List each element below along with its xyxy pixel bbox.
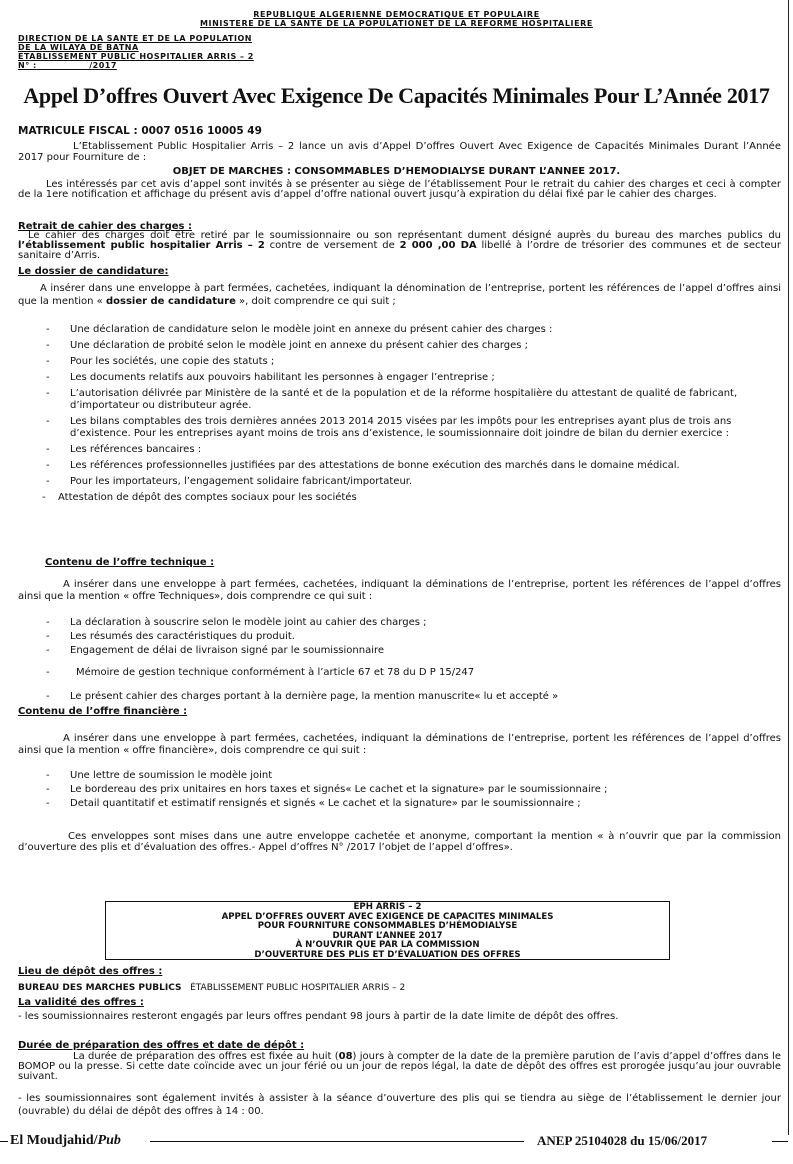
object-line: OBJET DE MARCHES : CONSOMMABLES D’HÉMODIALYSE DURANT L’ANNEE 2017. xyxy=(172,166,621,177)
list-item: - Mémoire de gestion technique conformément à l’article 67 et 78 du D P 15/247 xyxy=(46,667,475,678)
box-line: EPH ARRIS – 2 xyxy=(353,902,422,912)
box-line: APPEL D’OFFRES OUVERT AVEC EXIGENCE DE CAPACITES MINIMALES xyxy=(221,911,554,922)
validite-heading: La validité des offres : xyxy=(18,997,144,1008)
candidature-intro-text: A insérer dans une enveloppe à part fermées, cachetées, indiquant la dénomination de l’entreprise, portent les références de l’appel d’offres ainsi que la mention « xyxy=(18,283,781,307)
box-line: À N’OUVRIR QUE PAR LA COMMISSION xyxy=(295,940,480,951)
depot-bureau: BUREAU DES MARCHES PUBLICS xyxy=(18,983,182,993)
technique-intro: A insérer dans une enveloppe à part fermées, cachetées, indiquant la déminations de l’entreprise, portent les références de l’appel d’offres ainsi que la mention « offre Techniques», dois comprendre ce qui suit : xyxy=(18,579,781,602)
list-item: - Les bilans comptables des trois dernières années 2013 2014 2015 visées par les impôts pour les entreprises ayant plus de trois ans d’existence. Pour les entreprises ayant moins de trois ans d’existence, le soumissionnaire doit joindre de bilan du dernier exercice : xyxy=(46,416,732,439)
financiere-intro: A insérer dans une enveloppe à part fermées, cachetées, indiquant la déminations de l’entreprise, portent les références de l’appel d’offres ainsi que la mention « offre financière», dois comprendre ce qui suit : xyxy=(18,733,781,756)
wilaya-line: DE LA WILAYA DE BATNA xyxy=(18,43,139,52)
list-item: - L’autorisation délivrée par Ministère de la santé et de la population et de la réforme hospitalière du attestant de qualité de fabricant, d’importateur ou distributeur agrée. xyxy=(46,388,738,411)
list-item: - Une déclaration de candidature selon le modèle joint en annexe du présent cahier des charges : xyxy=(46,324,553,335)
ouverture-text: - les soumissionnaires sont également invités à assister à la séance d’ouverture des plis qui se tiendra au siège de l’établissement le dernier jour (ouvrable) du délai de dépôt des offres à 14 : 00. xyxy=(18,1093,781,1117)
candidature-intro xyxy=(18,282,781,308)
depot-line xyxy=(18,982,781,994)
list-item: - Une lettre de soumission le modèle joint xyxy=(46,770,273,781)
technique-list xyxy=(18,617,781,707)
footer-rule-right xyxy=(772,1141,788,1142)
box-line: D’OUVERTURE DES PLIS ET D’ÉVALUATION DES OFFRES xyxy=(254,949,521,960)
list-item: - Pour les sociétés, une copie des statuts ; xyxy=(46,356,275,367)
duree-text: La durée de préparation des offres est fixée au huit (08) jours à compter de la date de la première parution de l’avis d’appel d’offres dans le BOMOP ou la presse. Si cette date coïncide avec un jour férié ou un jour de repos légal, la date de dépôt des offres est prorogée jusqu’au jour ouvrable suivant. xyxy=(18,1051,781,1082)
list-item: - Le bordereau des prix unitaires en hors taxes et signés« Le cachet et la signature» par le soumissionnaire ; xyxy=(46,784,608,795)
duree-days: 08 xyxy=(338,1051,353,1062)
technique-heading: Contenu de l’offre technique : xyxy=(45,557,215,568)
direction-line: DIRECTION DE LA SANTE ET DE LA POPULATION xyxy=(18,34,252,43)
reference-number: N° : /2017 xyxy=(18,61,117,70)
list-item: - Les références bancaires : xyxy=(46,444,202,455)
page-title: Appel D’offres Ouvert Avec Exigence De Capacités Minimales Pour L’Année 2017 xyxy=(23,83,770,108)
republic-heading: REPUBLIQUE ALGERIENNE DEMOCRATIQUE ET POPULAIRE xyxy=(253,10,540,19)
retrait-establishment: l’établissement public hospitalier Arris – 2 xyxy=(18,240,265,251)
list-item: - Le présent cahier des charges portant à la dernière page, la mention manuscrite« lu et accepté » xyxy=(46,691,559,702)
retrait-text-2: contre de versement de xyxy=(264,240,400,251)
financiere-list xyxy=(18,770,781,810)
candidature-intro-end: », doit comprendre ce qui suit ; xyxy=(235,296,396,307)
footer-rule-middle xyxy=(150,1141,524,1142)
list-item: - Engagement de délai de livraison signé par le soumissionnaire xyxy=(46,645,385,656)
footer-anep-reference: ANEP 25104028 du 15/06/2017 xyxy=(537,1133,708,1148)
intro-paragraph: L’Etablissement Public Hospitalier Arris – 2 lance un avis d’Appel D’offres Ouvert Avec Exigence de Capacités Minimales Durant l’Année 2017 pour Fourniture de : xyxy=(18,141,781,163)
financiere-closing: Ces enveloppes sont mises dans une autre enveloppe cachetée et anonyme, comportant la mention « à n’ouvrir que par la commission d’ouverture des plis et d’évaluation des offres.- Appel d’offres N° /2017 l’objet de l’appel d’offres». xyxy=(18,831,781,853)
footer-rule-left xyxy=(0,1141,8,1142)
footer-source: El Moudjahid/Pub xyxy=(10,1133,121,1148)
list-item: - Les résumés des caractéristiques du produit. xyxy=(46,631,295,642)
validite-text: - les soumissionnaires resteront engagés par leurs offres pendant 98 jours à partir de la date limite de dépôt des offres. xyxy=(18,1011,619,1022)
envelope-label-box xyxy=(105,901,670,960)
list-item: - La déclaration à souscrire selon le modèle joint au cahier des charges ; xyxy=(46,617,427,628)
list-item: - Detail quantitatif et estimatif rensignés et signés « Le cachet et la signature» par le soumissionnaire ; xyxy=(46,798,581,809)
list-item: - Les documents relatifs aux pouvoirs habilitant les personnes à engager l’entreprise ; xyxy=(46,372,495,383)
candidature-mention: dossier de candidature xyxy=(105,296,236,307)
retrait-text-3: libellé à l’ordre de trésorier des communes et de secteur sanitaire d’Arris. xyxy=(18,240,781,261)
retrait-heading: Retrait de cahier des charges : xyxy=(18,221,192,232)
establishment-line: ETABLISSEMENT PUBLIC HOSPITALIER ARRIS – 2 xyxy=(18,52,254,61)
interested-paragraph: Les intéressés par cet avis d’appel sont invités à se présenter au siège de l’établissement Pour le retrait du cahier des charges et ceci à compter de la 1ere notification et affichage du présent avis d’appel d’offre national ouvert jusqu’à expiration du délai fixé par le cahier des charges. xyxy=(18,179,781,200)
list-item: - Attestation de dépôt des comptes sociaux pour les sociétés xyxy=(42,492,357,503)
candidature-heading: Le dossier de candidature: xyxy=(18,266,169,277)
retrait-paragraph xyxy=(18,231,781,261)
depot-establishment: ÉTABLISSEMENT PUBLIC HOSPITALIER ARRIS – 2 xyxy=(190,983,406,993)
list-item: - Les références professionnelles justifiées par des attestations de bonne exécution des marchés dans le domaine médical. xyxy=(46,460,680,471)
candidature-list xyxy=(18,324,781,508)
ministry-heading: MINISTERE DE LA SANTE DE LA POPULATIONET DE LA REFORME HOSPITALIERE xyxy=(199,19,594,28)
retrait-amount: 2 000 ,00 DA xyxy=(399,240,477,251)
matricule-fiscal: MATRICULE FISCAL : 0007 0516 10005 49 xyxy=(18,125,262,137)
list-item: - Pour les importateurs, l’engagement solidaire fabricant/importateur. xyxy=(46,476,413,487)
duree-heading: Durée de préparation des offres et date de dépôt : xyxy=(18,1040,305,1051)
list-item: - Une déclaration de probité selon le modèle joint en annexe du présent cahier des charges ; xyxy=(46,340,529,351)
box-line: DURANT L’ANNEE 2017 xyxy=(332,930,443,941)
depot-heading: Lieu de dépôt des offres : xyxy=(18,966,163,977)
box-line: POUR FOURNITURE CONSOMMABLES D’HÉMODIALYSE xyxy=(257,921,518,932)
financiere-heading: Contenu de l’offre financière : xyxy=(18,706,188,717)
retrait-text: Le cahier des charges doit être retiré par le soumissionnaire ou son représentant dument désigné auprès du bureau des marches publics du xyxy=(28,230,781,241)
